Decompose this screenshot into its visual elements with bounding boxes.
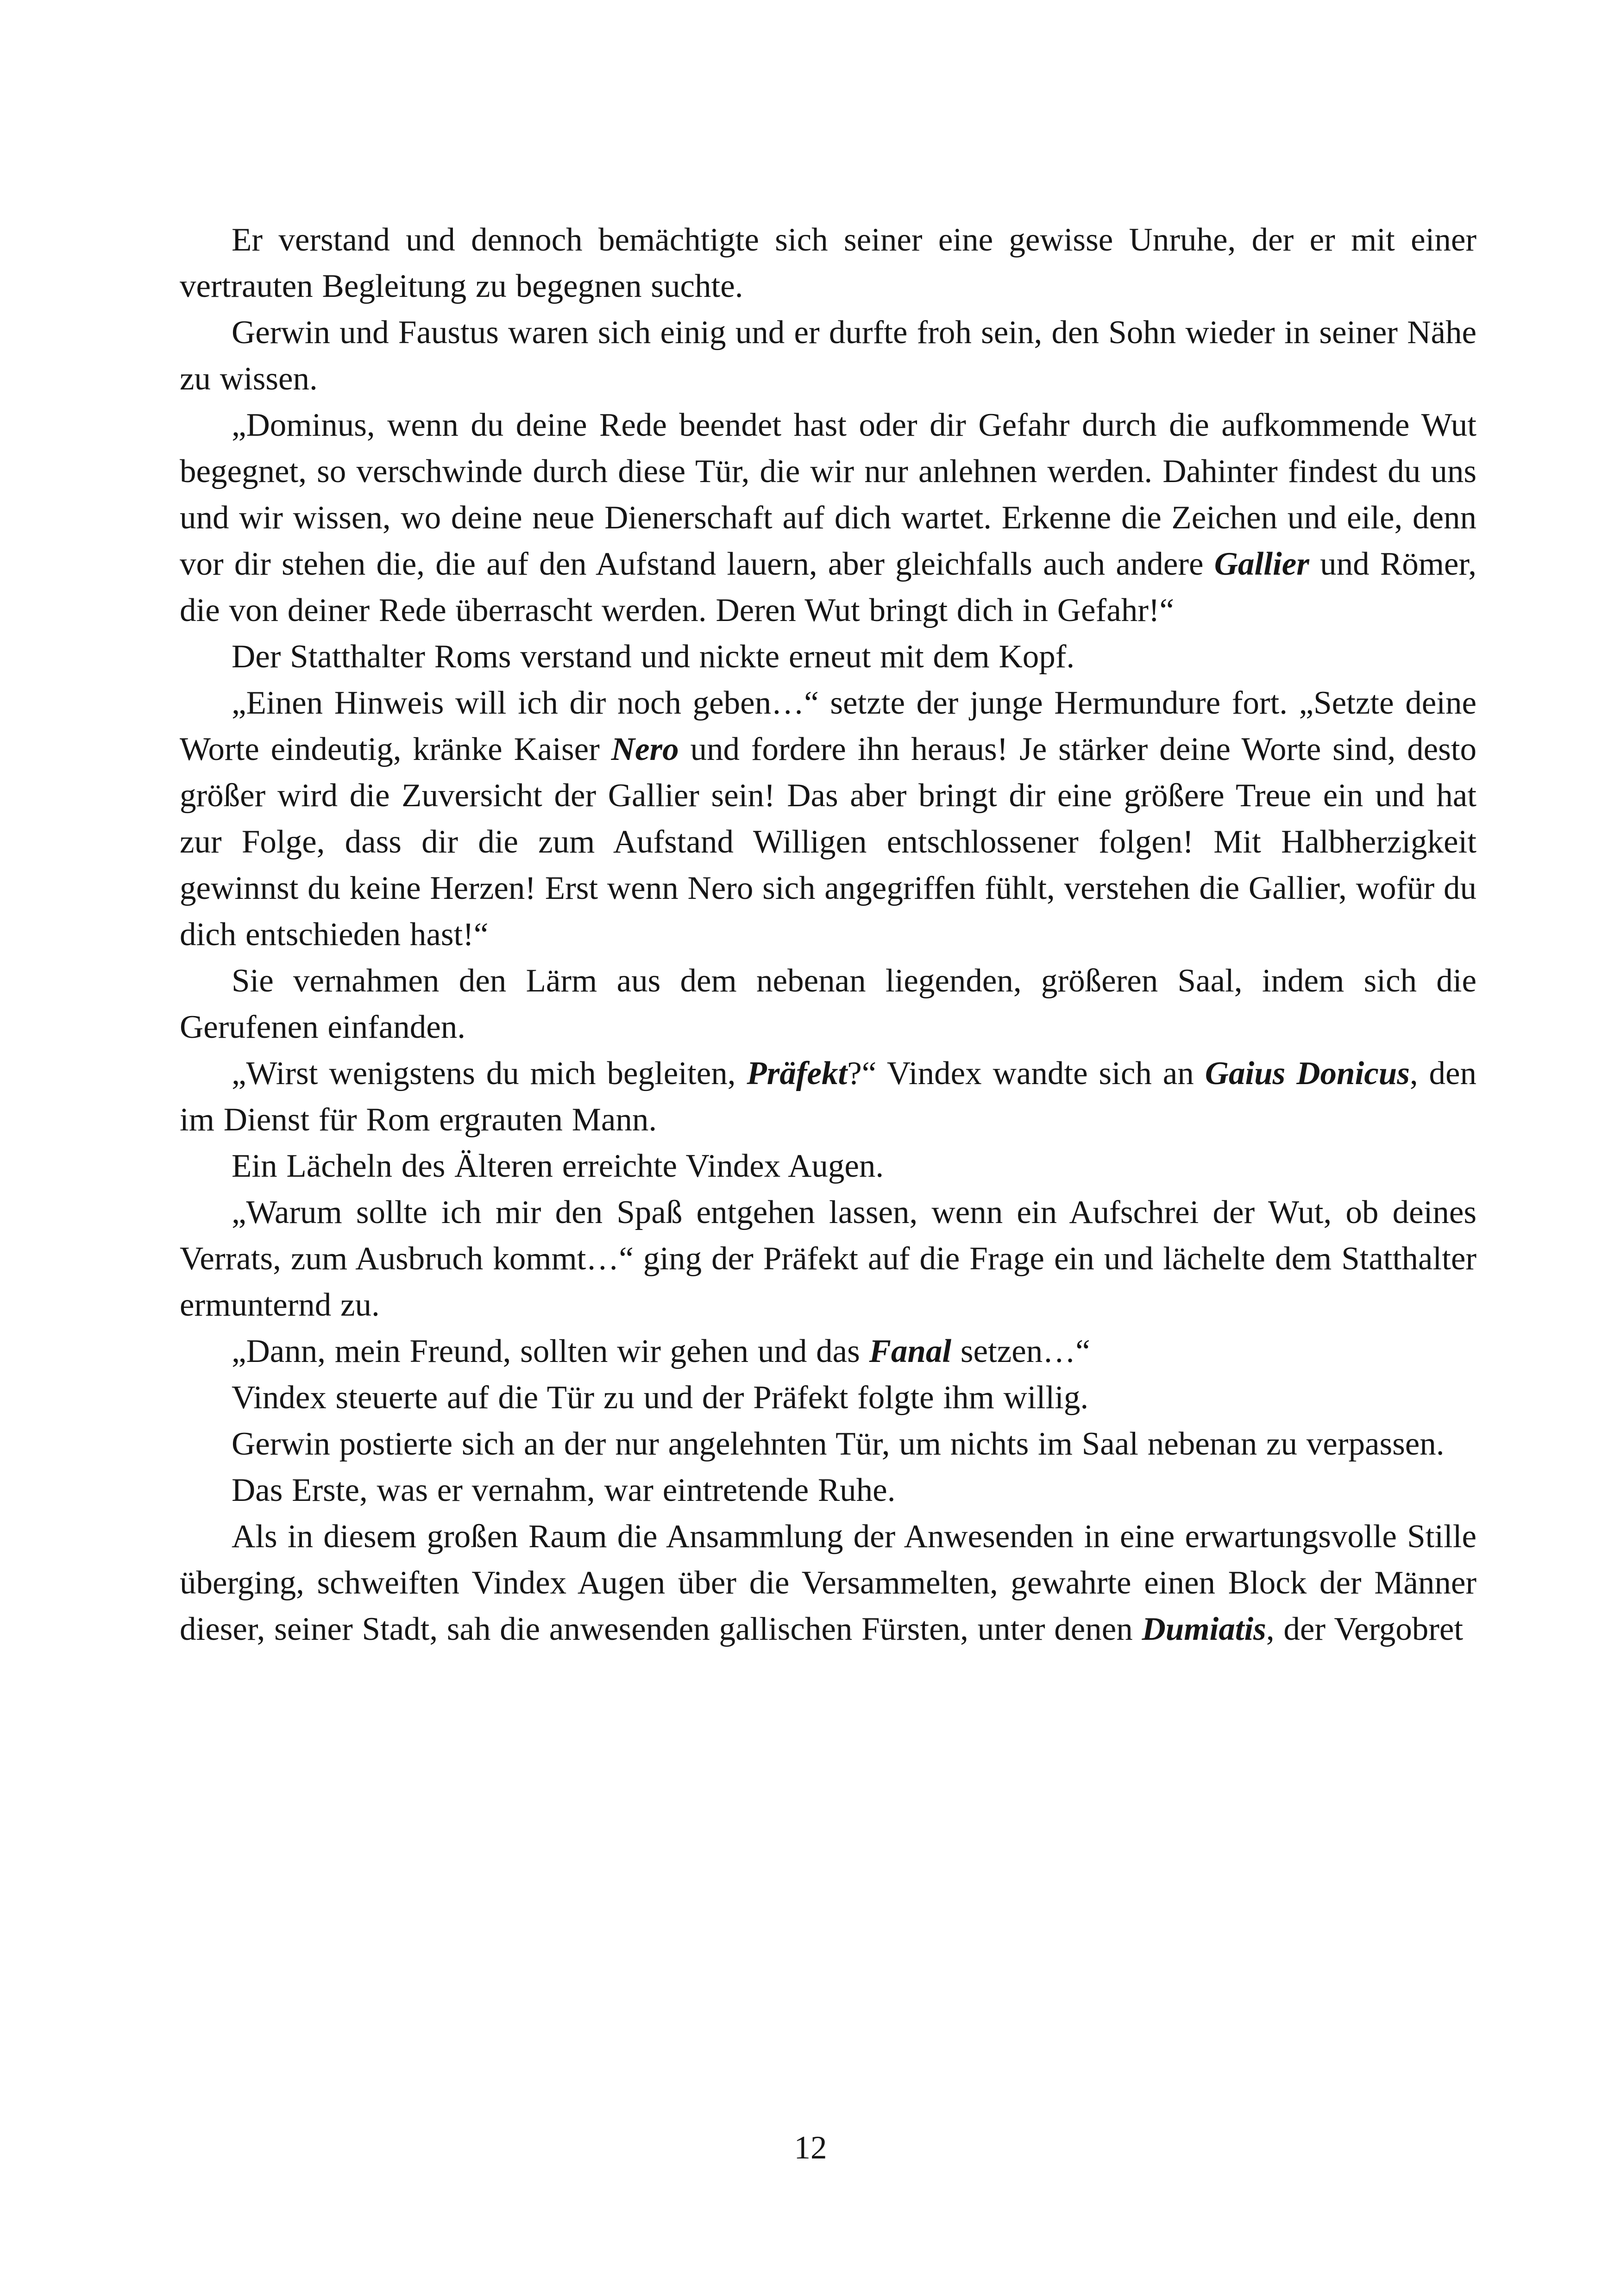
paragraph	[180, 1050, 1476, 1143]
body-text: , der Vergobret	[1266, 1611, 1464, 1647]
body-text: „Dann, mein Freund, sollten wir gehen und das	[232, 1333, 869, 1369]
body-text: Gerwin postierte sich an der nur angelehnten Tür, um nichts im Saal nebenan zu verpassen.	[232, 1426, 1445, 1462]
paragraph	[180, 1328, 1476, 1374]
paragraph	[180, 1467, 1476, 1513]
body-text: setzen…“	[951, 1333, 1090, 1369]
body-text: „Warum sollte ich mir den Spaß entgehen lassen, wenn ein Aufschrei der Wut, ob deines Verrats, zum Ausbruch kommt…“ ging der Präfekt auf die Frage ein und lächelte dem Statthalter ermunternd zu.	[180, 1194, 1476, 1323]
paragraph	[180, 1513, 1476, 1652]
body-text: „Wirst wenigstens du mich begleiten,	[232, 1055, 747, 1092]
body-text: Ein Lächeln des Älteren erreichte Vindex Augen.	[232, 1148, 884, 1184]
body-text: Als in diesem großen Raum die Ansammlung der Anwesenden in eine erwartungsvolle Stille überging, schweiften Vindex Augen über die Versammelten, gewahrte einen Block der Männer dieser, seiner Stadt, sah die anwesenden gallischen Fürsten, unter denen	[180, 1518, 1476, 1647]
paragraph	[180, 680, 1476, 958]
body-text: Gerwin und Faustus waren sich einig und er durfte froh sein, den Sohn wieder in seiner Nähe zu wissen.	[180, 314, 1476, 397]
body-text: „Dominus, wenn du deine Rede beendet hast oder dir Gefahr durch die aufkommende Wut begegnet, so verschwinde durch diese Tür, die wir nur anlehnen werden. Dahinter findest du uns und wir wissen, wo deine neue Dienerschaft auf dich wartet. Erkenne die Zeichen und eile, denn vor dir stehen die, die auf den Aufstand lauern, aber gleichfalls auch andere	[180, 407, 1476, 582]
body-text: Sie vernahmen den Lärm aus dem nebenan liegenden, größeren Saal, indem sich die Gerufenen einfanden.	[180, 963, 1476, 1045]
page-text	[180, 217, 1476, 1652]
paragraph	[180, 1421, 1476, 1467]
paragraph	[180, 402, 1476, 634]
body-text: Das Erste, was er vernahm, war eintretende Ruhe.	[232, 1472, 896, 1508]
emphasized-text: Gaius Donicus	[1205, 1055, 1410, 1092]
body-text: Der Statthalter Roms verstand und nickte erneut mit dem Kopf.	[232, 639, 1075, 675]
emphasized-text: Präfekt	[747, 1055, 848, 1092]
body-text: „Einen Hinweis will ich dir noch geben…“ setzte der junge Hermundure fort. „Setzte deine Worte eindeutig, kränke Kaiser	[180, 685, 1476, 767]
paragraph	[180, 217, 1476, 309]
paragraph	[180, 1374, 1476, 1421]
body-text: Er verstand und dennoch bemächtigte sich seiner eine gewisse Unruhe, der er mit einer vertrauten Begleitung zu begegnen suchte.	[180, 222, 1476, 304]
emphasized-text: Dumiatis	[1142, 1611, 1266, 1647]
body-text: und fordere ihn heraus! Je stärker deine Worte sind, desto größer wird die Zuversicht der Gallier sein! Das aber bringt dir eine größere Treue ein und hat zur Folge, dass dir die zum Aufstand Willigen entschlossener folgen! Mit Halbherzigkeit gewinnst du keine Herzen! Erst wenn Nero sich angegriffen fühlt, verstehen die Gallier, wofür du dich entschieden hast!“	[180, 731, 1476, 953]
body-text: ?“ Vindex wandte sich an	[847, 1055, 1205, 1092]
body-text: Vindex steuerte auf die Tür zu und der Präfekt folgte ihm willig.	[232, 1380, 1089, 1416]
paragraph	[180, 1143, 1476, 1189]
emphasized-text: Gallier	[1214, 546, 1309, 582]
emphasized-text: Nero	[611, 731, 679, 767]
emphasized-text: Fanal	[869, 1333, 952, 1369]
paragraph	[180, 1189, 1476, 1328]
paragraph	[180, 958, 1476, 1050]
body-text: , den im Dienst für Rom ergrauten Mann.	[180, 1055, 1476, 1138]
paragraph	[180, 634, 1476, 680]
page-number: 12	[794, 2130, 827, 2166]
paragraph	[180, 309, 1476, 402]
body-text: und Römer, die von deiner Rede überrascht werden. Deren Wut bringt dich in Gefahr!“	[180, 546, 1476, 628]
